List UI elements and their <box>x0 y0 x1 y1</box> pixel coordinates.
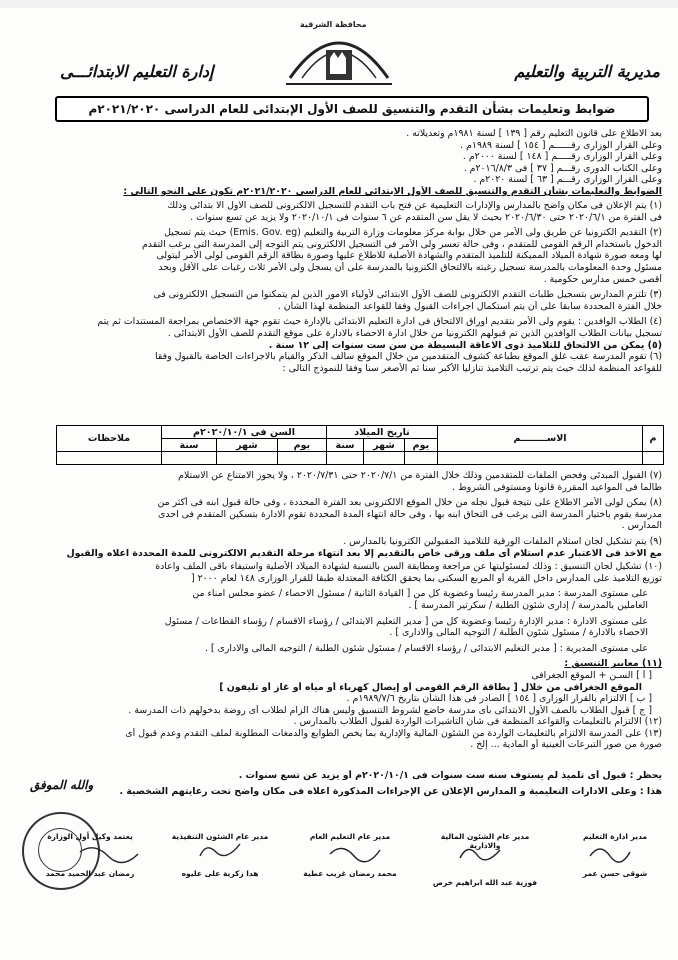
prohibition-line: يحظر : قبول أى تلميذ لم يستوف سنه ست سنوات فى ٢٠٢٠/١٠/١م أو يزيد عن تسع سنوات . <box>238 770 662 781</box>
item-line: على مستوى المدرسة : مدير المدرسة رئيسا وعضوية كل من [ القيادة الثانية / مسئول الاحصاء / عضو مجلس امناء من <box>192 588 648 600</box>
logo-text: محافظة الشرقية <box>300 20 367 29</box>
top-margin <box>0 0 678 8</box>
item-line: أقصى خمس مدارس حكومية . <box>543 273 662 285</box>
signatory-name: رمضان عبد الحميد محمد <box>45 869 135 878</box>
sub-year: سنة <box>162 439 217 452</box>
item-line: (٩) يتم تشكيل لجان استلام الملفات الورقية للتلاميذ المقبولين الكترونيا بالمدارس . <box>343 535 662 547</box>
applicants-template-table <box>56 425 664 465</box>
item-line: صورة من صور التبرعات العينية أو المادية ... إلخ . <box>470 739 662 751</box>
sub-month: شهر <box>217 439 278 452</box>
item-line: (١٣) على المدرسة الالتزام بالتعليمات الواردة من الشئون المالية والإدارية بما يخص الطوابع والدمغات المطلوبة لملف التقدم وعدم قبول أى <box>125 727 662 739</box>
item-line: (١) يتم الإعلان فى مكان واضح بالمدارس والإدارات التعليمية عن فتح باب التقدم للتسجيل الالكترونى للصف الاول الا بتدائى وذلك <box>167 200 662 211</box>
item-line: (٨) يمكن لولى الأمر الاطلاع على نتيجة قبول نجله من خلال الموقع الالكترونى بعد الفترة المحددة ، وفى حالة قبول ابنه فى أكثر من <box>157 497 662 509</box>
item-line: مسئول وحدة المعلومات بالمدرسة تسجيل رغبته بالالتحاق الكترونيا بالمدرسة على أن يسجل ولى الأمر ثلاث رغبات على الأقل وبحد <box>158 261 662 273</box>
ref-line: وعلى القرار الوزارى رقـــــم [ ١٤٨ ] لسنة ٢٠٠٠م . <box>462 151 662 163</box>
col-notes: ملاحظات <box>57 426 162 452</box>
col-number: م <box>643 426 664 452</box>
signatory-name: محمد رمضان غريب عطية <box>303 869 397 878</box>
signatory-role: مدير ادارة التعليم <box>582 832 648 841</box>
signatory-role: مدير عام التعليم العام <box>309 832 391 841</box>
item-line: الموقع الجغرافى من خلال [ بطاقة الرقم القومى أو إيصال كهرباء أو مياه أو غاز أو تليفون ] <box>219 681 642 693</box>
handwritten-signatures <box>0 838 678 868</box>
item-line: [ ج ] قبول الطلاب بالصف الأول الابتدائى بأى مدرسة خاضع لشروط التنسيق وليس هناك الزام لطلاب أى روضة بدخولهم ذات المدرسة . <box>128 704 652 716</box>
item-line: المدارس . <box>621 520 662 532</box>
item-line: (٢) التقديم الكترونيا عن طريق ولى الأمر من خلال بوابة مركز معلومات وزارة التربية والتعليم (Emis. Gov. eg) حيث يتم تسجيل <box>164 227 662 239</box>
item-line: (٧) القبول المبدئى وفحص الملفات للمتقدمين وذلك خلال الفترة من ٢٠٢٠/٧/١ حتى ٢٠٢٠/٧/٣١ ، ولا يجوز الامتناع عن الاستلام <box>178 470 662 481</box>
footer-block <box>14 770 662 797</box>
item-line: طالما فى المواعيد المقررة قانونا ومستوفى الشروط . <box>452 481 662 493</box>
item-line: مدرسة يقوم باختيار المدرسة التى يرغب فى التحاق ابنه بها ، وفى حالة انتهاء المدة المحددة تقوم الادارة بتسكين المتقدم فى احدى <box>158 508 662 520</box>
item-line: العاملين بالمدرسة / إدارى شئون الطلبة / سكرتير المدرسة ] . <box>408 599 648 611</box>
administration-header: إدارة التعليم الابتدائـــى <box>60 62 214 81</box>
item-line: فى الفترة من ٢٠٢٠/٦/١ حتى ٢٠٢٠/٦/٣٠ بحيث لا يقل سن المتقدم عن ٦ سنوات فى ٢٠٢٠/١٠/١ ولا يزيد عن تسع سنوات . <box>190 211 662 223</box>
item-line: [ أ ] السـن + الموقع الجغرافى <box>531 669 652 681</box>
ref-line: وعلى القرار الوزارى رقــــــم [ ١٥٤ ] لسنة ١٩٨٩م . <box>460 139 662 151</box>
item-line: للقواعد المنظمة لذلك حيث يتم ترتيب التلاميذ تنازليا الأكبر سنا ثم الأصغر سنا وفقا للنموذج التالى : <box>282 362 662 374</box>
item-line: تسجيل بيانات الطلاب الوافدين الذين تم قبولهم الكترونيا من خلال ادارة الاحصاء بالادارة على موقع التقدم للصف الأول الابتدائى . <box>167 327 662 339</box>
item-line: الاحصاء بالادارة / مسئول شئون الطلبة / التوجيه المالى والادارى ] . <box>389 627 648 639</box>
directorate-header: مديرية التربية والتعليم <box>514 62 660 81</box>
signatory-role: يعتمد وكيل أول الوزارة <box>47 832 133 841</box>
table-row <box>57 452 664 465</box>
item-line: (١٢) الالتزام بالتعليمات والقواعد المنظمة فى شأن التأشيرات الواردة لقبول الطلاب بالمدارس . <box>293 716 662 728</box>
col-age: السن فى ٢٠٢٠/١٠/١م <box>162 426 327 439</box>
item-line: توزيع التلاميذ على المدارس داخل القرية أو المربع السكنى بما يحقق الكثافة المعتدلة طبقا للقرار الوزارى ١٤٨ لعام ٢٠٠٠ [ <box>190 572 662 584</box>
item-line: على مستوى الادارة : مدير الإدارة رئيسا وعضوية كل من [ مدير التعليم الابتدائى / رؤساء الاقسام / رؤساء القطاعات / مسئول <box>164 615 648 627</box>
item-line: على مستوى المديرية : [ مدير التعليم الابتدائى / رؤساء الاقسام / مسئول شئون الطلبة / التوجيه المالى والادارى ] . <box>204 642 648 654</box>
references-block <box>14 128 662 198</box>
ref-line: وعلى القرار الوزارى رقـــم [ ٦٣ ] لسنة ٢٠٢٠م . <box>473 174 662 186</box>
item-line: (٣) تلتزم المدارس بتسجيل طلبات التقدم الالكترونى للصف الأول الابتدائى لأولياء الامور الذين لم يتمكنوا من التسجيل الالكترونى فى <box>153 289 662 301</box>
signatory-role: مدير عام الشئون التنفيذية <box>171 832 269 841</box>
ref-line: بعد الاطلاع على قانون التعليم رقم [ ١٣٩ ] لسنة ١٩٨١م وتعديلاته . <box>406 128 662 139</box>
item-line: (١٠) تشكيل لجان التنسيق : وذلك لمسئوليتها عن مراجعة ومطابقة السن بالنسبة لشهادة الميلاد الأصلية واستيفاء باقى الملف واعادة <box>155 561 662 573</box>
item-line: [ ب ] الالتزام بالقرار الوزارى [ ١٥٤ ] الصادر فى هذا الشأن بتاريخ ١٩٨٩/٧/٦م . <box>346 693 652 705</box>
item-line: (٤) الطلاب الوافدين : يقوم ولى الأمر بتقديم اوراق الالتحاق فى ادارة التعليم الابتدائى بالإدارة حيث تقوم جهة الاختصاص بمراجعة المستندات ثم يتم <box>97 316 662 328</box>
closing-note: والله الموفق <box>30 778 94 792</box>
items-block-1 <box>14 200 662 374</box>
signatory-name: هدا زكرية على عليوه <box>181 869 259 878</box>
item-line: خلال الفترة المحددة سابقا على أن يتم استكمال اجراءات القبول وفقا للقواعد المنظمة لهذا الشأن . <box>277 300 662 312</box>
intro-line: الضوابط والتعليمات بشأن التقدم والتنسيق للصف الأول الابتدائى للعام الدراسى ٢٠٢١/٢٠٢٠م تكون على النحو التالى : <box>123 185 662 197</box>
col-name: الاســــــــم <box>438 426 643 452</box>
item-line: مع الاخذ فى الاعتبار عدم استلام أى ملف ورقى خاص بالتقديم إلا بعد انتهاء مرحلة التقديم الالكترونى للمدة المحددة اعلاه والقبول <box>66 547 662 559</box>
item-line: لها ومعه صورة شهادة الميلاد المميكنة للتلميذ المتقدم والشهادة الأصلية للاطلاع عليها وصورة بطاقة الرقم القومى لولى الأمر ليتولى <box>156 250 662 262</box>
sub-day: يوم <box>404 439 437 452</box>
page-title: ضوابط وتعليمات بشأن التقدم والتنسيق للصف الأول الإبتدائى للعام الدراسى ٢٠٢١/٢٠٢٠م <box>55 96 649 122</box>
sub-month: شهر <box>363 439 404 452</box>
item-line: (٥) يمكن من الالتحاق للتلاميذ ذوى الاعاقة البسيطة من سن ست سنوات إلى ١٢ سنة . <box>268 339 662 351</box>
announcement-line: هذا : وعلى الادارات التعليمية و المدارس الإعلان عن الإجراءات المذكورة اعلاه فى مكان واضح تحت رعايتهم الشخصية . <box>119 785 662 797</box>
sub-day: يوم <box>277 439 326 452</box>
item-line: (٦) تقوم المدرسة عقب غلق الموقع بطباعة كشوف المتقدمين من خلال الموقع سالف الذكر والقيام بالاجراءات الخاصة بالقبول وفقا <box>155 351 662 363</box>
sub-year: سنة <box>327 439 364 452</box>
signatory-name: فوزية عبد الله ابراهيم خرص <box>432 878 538 887</box>
signatory-role: مدير عام الشئون المالية والادارية <box>440 832 530 850</box>
ref-line: وعلى الكتاب الدورى رقـــم [ ٣٧ ] فى ٢٠١٦/٨/٣م . <box>463 162 662 174</box>
item-line: (١١) معايير التنسيق : <box>564 658 662 670</box>
item-line: الدخول باستخدام الرقم القومى للمتقدم ، وفى حالة تعسر ولى الأمر فى التسجيل الالكترونى يتم التوجه إلى المدرسة التى يرغب التقدم <box>141 238 662 250</box>
signatory-name: شوقى حسن عمر <box>582 869 648 878</box>
items-block-2 <box>14 470 662 751</box>
col-birthdate: تاريخ الميلاد <box>327 426 438 439</box>
